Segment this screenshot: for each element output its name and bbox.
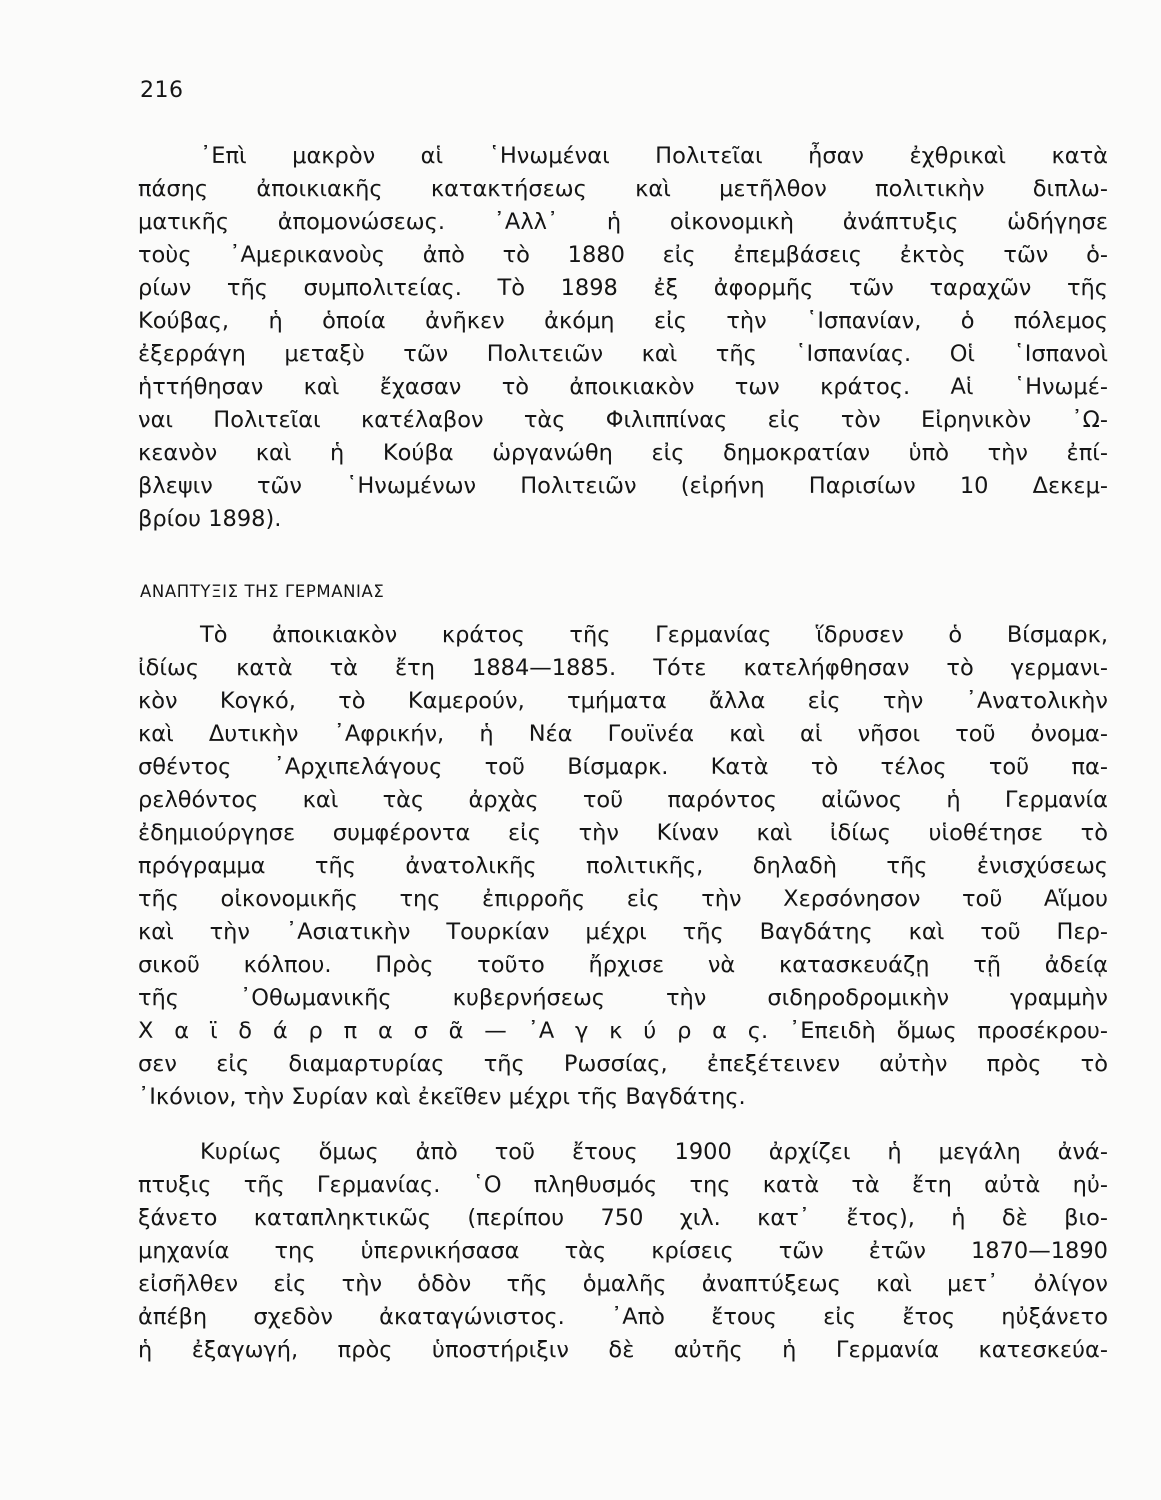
paragraph-german-colonial-empire xyxy=(138,619,1108,1114)
text-line: πάσης ἀποικιακῆς κατακτήσεως καὶ μετῆλθον πολιτικὴν διπλω- xyxy=(138,176,1108,202)
text-line: ἰδίως κατὰ τὰ ἔτη 1884—1885. Τότε κατελήφθησαν τὸ γερμανι- xyxy=(138,655,1108,681)
text-line: Κυρίως ὅμως ἀπὸ τοῦ ἔτους 1900 ἀρχίζει ἡ μεγάλη ἀνά- xyxy=(200,1139,1108,1165)
text-line: Τὸ ἀποικιακὸν κράτος τῆς Γερμανίας ἵδρυσεν ὁ Βίσμαρκ, xyxy=(200,622,1108,648)
text-line: πρόγραμμα τῆς ἀνατολικῆς πολιτικῆς, δηλαδὴ τῆς ἐνισχύσεως xyxy=(138,853,1108,879)
text-line: ρελθόντος καὶ τὰς ἀρχὰς τοῦ παρόντος αἰῶνος ἡ Γερμανία xyxy=(138,787,1108,813)
paragraph-usa-imperialism xyxy=(138,140,1108,536)
text-line: ἐξερράγη μεταξὺ τῶν Πολιτειῶν καὶ τῆς ῾Ισπανίας. Οἱ ῾Ισπανοὶ xyxy=(138,341,1108,367)
text-line: κεανὸν καὶ ἡ Κούβα ὡργανώθη εἰς δημοκρατίαν ὑπὸ τὴν ἐπί- xyxy=(138,440,1108,466)
paragraph-german-development xyxy=(138,1136,1108,1367)
text-line: βλεψιν τῶν ῾Ηνωμένων Πολιτειῶν (εἰρήνη Παρισίων 10 Δεκεμ- xyxy=(138,473,1108,499)
text-line: ρίων τῆς συμπολιτείας. Τὸ 1898 ἐξ ἀφορμῆς τῶν ταραχῶν τῆς xyxy=(138,275,1108,301)
text-line: τοὺς ᾿Αμερικανοὺς ἀπὸ τὸ 1880 εἰς ἐπεμβάσεις ἐκτὸς τῶν ὁ- xyxy=(138,242,1108,268)
text-line: Κούβας, ἡ ὁποία ἀνῆκεν ἀκόμη εἰς τὴν ῾Ισπανίαν, ὁ πόλεμος xyxy=(138,308,1108,334)
text-line: ἡττήθησαν καὶ ἔχασαν τὸ ἀποικιακὸν των κράτος. Αἱ ῾Ηνωμέ- xyxy=(138,374,1108,400)
text-line: καὶ τὴν ᾿Ασιατικὴν Τουρκίαν μέχρι τῆς Βαγδάτης καὶ τοῦ Περ- xyxy=(138,919,1108,945)
text-line: ἐδημιούργησε συμφέροντα εἰς τὴν Κίναν καὶ ἰδίως υἱοθέτησε τὸ xyxy=(138,820,1108,846)
text-line: σθέντος ᾿Αρχιπελάγους τοῦ Βίσμαρκ. Κατὰ τὸ τέλος τοῦ πα- xyxy=(138,754,1108,780)
text-line: σικοῦ κόλπου. Πρὸς τοῦτο ἤρχισε νὰ κατασκευάζῃ τῇ ἀδείᾳ xyxy=(138,952,1108,978)
text-line: τῆς ᾿Οθωμανικῆς κυβερνήσεως τὴν σιδηροδρομικὴν γραμμὴν xyxy=(138,985,1108,1011)
text-line: μηχανία της ὑπερνικήσασα τὰς κρίσεις τῶν ἐτῶν 1870—1890 xyxy=(138,1238,1108,1264)
text-line: εἰσῆλθεν εἰς τὴν ὁδὸν τῆς ὁμαλῆς ἀναπτύξεως καὶ μετ᾿ ὀλίγον xyxy=(138,1271,1108,1297)
text-line: τῆς οἰκονομικῆς της ἐπιρροῆς εἰς τὴν Χερσόνησον τοῦ Αἵμου xyxy=(138,886,1108,912)
text-line: καὶ Δυτικὴν ᾿Αφρικήν, ἡ Νέα Γουϊνέα καὶ αἱ νῆσοι τοῦ ὀνομα- xyxy=(138,721,1108,747)
text-line: ξάνετο καταπληκτικῶς (περίπου 750 χιλ. κατ᾿ ἔτος), ἡ δὲ βιο- xyxy=(138,1205,1108,1231)
text-line: ναι Πολιτεῖαι κατέλαβον τὰς Φιλιππίνας εἰς τὸν Εἰρηνικὸν ᾿Ω- xyxy=(138,407,1108,433)
text-line: σεν εἰς διαμαρτυρίας τῆς Ρωσσίας, ἐπεξέτεινεν αὐτὴν πρὸς τὸ xyxy=(138,1051,1108,1077)
text-line: ἀπέβη σχεδὸν ἀκαταγώνιστος. ᾿Απὸ ἔτους εἰς ἔτος ηὐξάνετο xyxy=(138,1304,1108,1330)
text-line: ᾿Επὶ μακρὸν αἱ ῾Ηνωμέναι Πολιτεῖαι ἦσαν ἐχθρικαὶ κατὰ xyxy=(200,143,1108,169)
text-line: πτυξις τῆς Γερμανίας. ῾Ο πληθυσμός της κατὰ τὰ ἔτη αὐτὰ ηὐ- xyxy=(138,1172,1108,1198)
text-line: ᾿Ικόνιον, τὴν Συρίαν καὶ ἐκεῖθεν μέχρι τῆς Βαγδάτης. xyxy=(138,1084,746,1110)
text-line: ματικῆς ἀπομονώσεως. ᾿Αλλ᾿ ἡ οἰκονομικὴ ἀνάπτυξις ὡδήγησε xyxy=(138,209,1108,235)
text-line: βρίου 1898). xyxy=(138,506,282,532)
page-number: 216 xyxy=(140,78,184,103)
text-line: ἡ ἐξαγωγή, πρὸς ὑποστήριξιν δὲ αὐτῆς ἡ Γερμανία κατεσκεύα- xyxy=(138,1337,1108,1363)
text-line: κὸν Κογκό, τὸ Καμερούν, τμήματα ἄλλα εἰς τὴν ᾿Ανατολικὴν xyxy=(138,688,1108,714)
text-line: Χ α ϊ δ ά ρ π α σ ᾶ — ᾿Α γ κ ύ ρ α ς. ᾿Επειδὴ ὅμως προσέκρου- xyxy=(138,1018,1108,1044)
section-heading: ΑΝΑΠΤΥΞΙΣ ΤΗΣ ΓΕΡΜΑΝΙΑΣ xyxy=(140,582,385,601)
